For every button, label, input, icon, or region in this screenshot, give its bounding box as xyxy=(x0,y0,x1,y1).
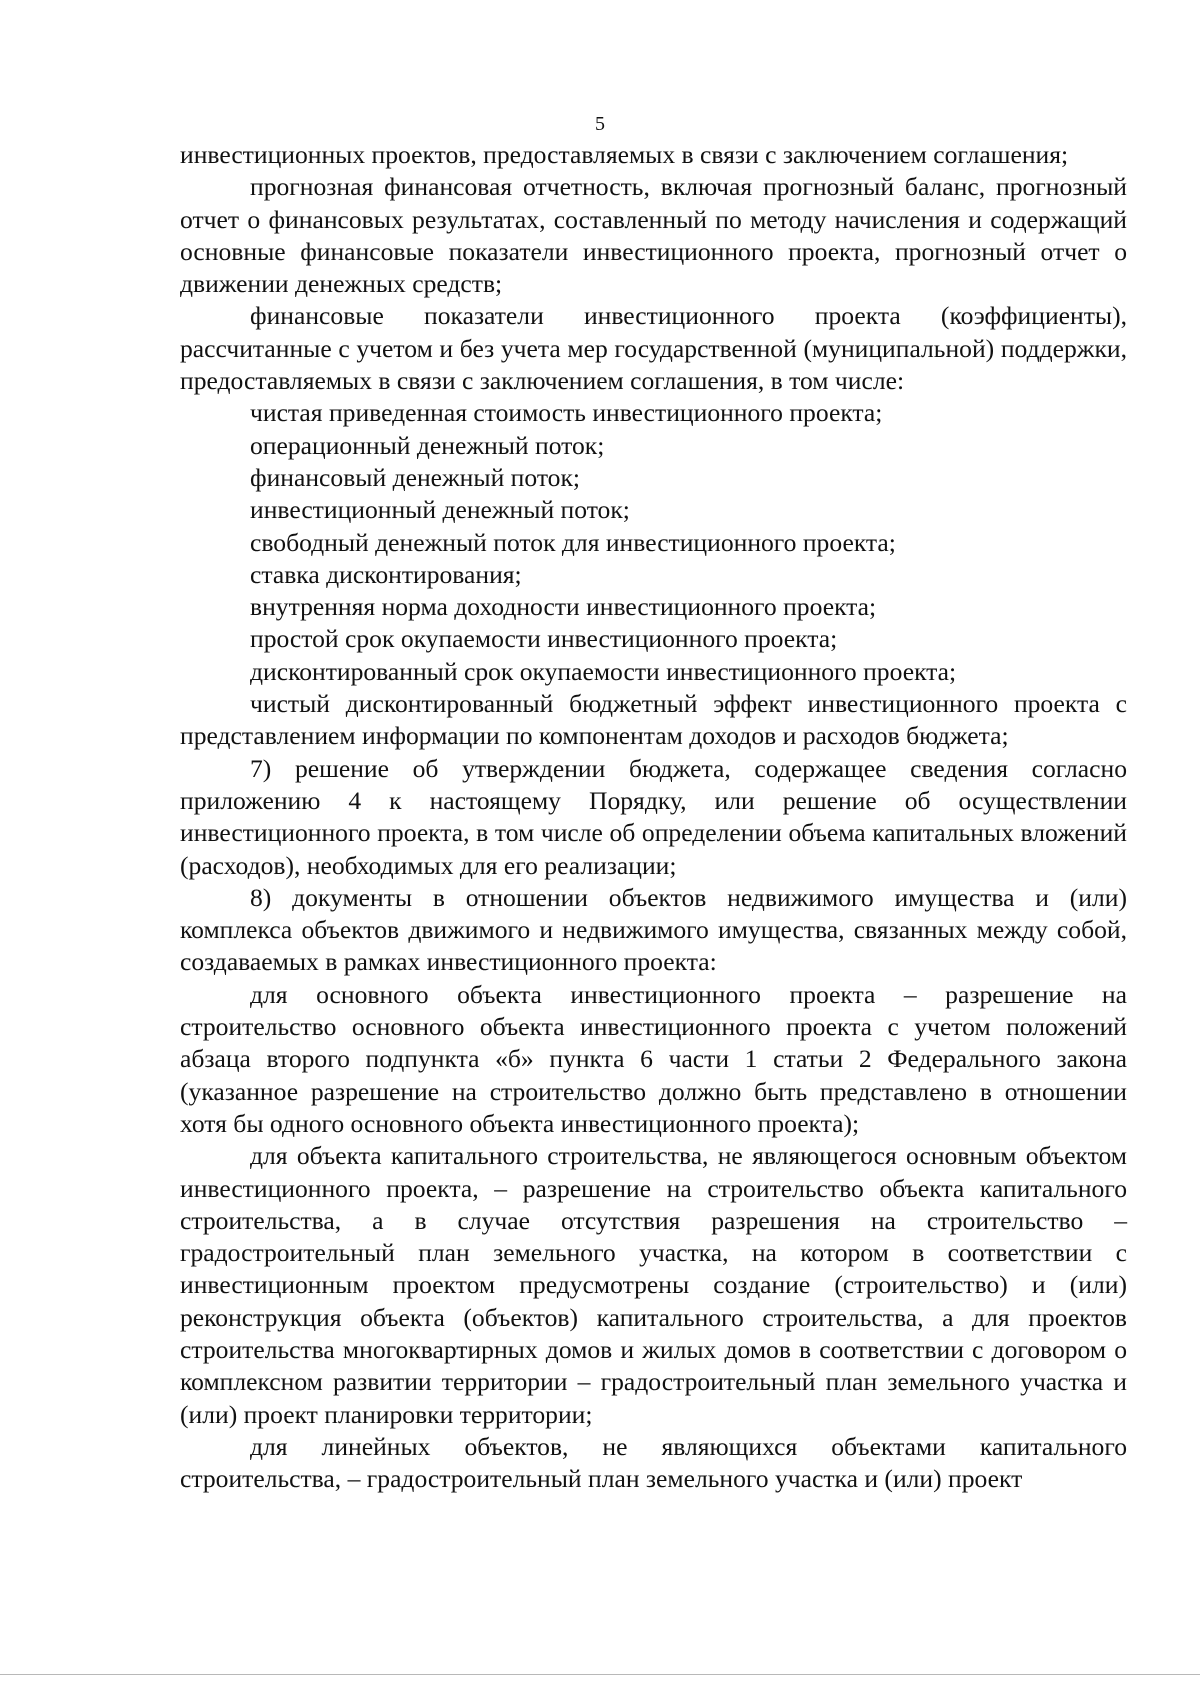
paragraph-forecast-reporting: прогнозная финансовая отчетность, включая прогнозный баланс, прогнозный отчет о финансовых результатах, составленный по методу начисления и содержащий основные финансовые показатели инвестиционного проекта, прогнозный отчет о движении денежных средств; xyxy=(180,172,1127,299)
list-item-discount-rate: ставка дисконтирования; xyxy=(250,559,522,589)
list-item-free-cash-flow: свободный денежный поток для инвестиционного проекта; xyxy=(250,527,896,557)
paragraph-item-8: 8) документы в отношении объектов недвижимого имущества и (или) комплекса объектов движимого и недвижимого имущества, связанных между собой, создаваемых в рамках инвестиционного проекта: xyxy=(180,882,1127,977)
page-number: 5 xyxy=(595,113,605,135)
paragraph-item-7: 7) решение об утверждении бюджета, содержащее сведения согласно приложению 4 к настоящему Порядку, или решение об осуществлении инвестиционного проекта, в том числе об определении объема капитальных вложений (расходов), необходимых для его реализации; xyxy=(180,753,1127,880)
list-item-financial-cash-flow: финансовый денежный поток; xyxy=(250,462,581,492)
list-item-budget-effect: чистый дисконтированный бюджетный эффект инвестиционного проекта с представлением информации по компонентам доходов и расходов бюджета; xyxy=(180,689,1127,751)
list-item-simple-payback: простой срок окупаемости инвестиционного проекта; xyxy=(250,624,838,654)
list-item-operating-cash-flow: операционный денежный поток; xyxy=(250,430,605,460)
list-item-irr: внутренняя норма доходности инвестиционного проекта; xyxy=(250,592,877,622)
paragraph-main-object: для основного объекта инвестиционного проекта – разрешение на строительство основного объекта инвестиционного проекта с учетом положений абзаца второго подпункта «б» пункта 6 части 1 статьи 2 Федерального закона (указанное разрешение на строительство должно быть представлено в отношении хотя бы одного основного объекта инвестиционного проекта); xyxy=(180,979,1127,1138)
page-bottom-divider xyxy=(0,1674,1200,1675)
paragraph-financial-indicators: финансовые показатели инвестиционного проекта (коэффициенты), рассчитанные с учетом и без учета мер государственной (муниципальной) поддержки, предоставляемых в связи с заключением соглашения, в том числе: xyxy=(180,301,1127,396)
paragraph-continuation: инвестиционных проектов, предоставляемых в связи с заключением соглашения; xyxy=(180,140,1069,169)
list-item-npv: чистая приведенная стоимость инвестиционного проекта; xyxy=(250,398,883,428)
list-item-discounted-payback: дисконтированный срок окупаемости инвестиционного проекта; xyxy=(250,656,957,686)
paragraph-linear-objects: для линейных объектов, не являющихся объектами капитального строительства, – градостроительный план земельного участка и (или) проект xyxy=(180,1431,1127,1494)
list-item-investment-cash-flow: инвестиционный денежный поток; xyxy=(250,495,630,525)
paragraph-capital-construction-object: для объекта капитального строительства, не являющегося основным объектом инвестиционного проекта, – разрешение на строительство объекта капитального строительства, а в случае отсутствия разрешения на строительство – градостроительный план земельного участка, на котором в соответствии с инвестиционным проектом предусмотрены создание (строительство) и (или) реконструкция объекта (объектов) капитального строительства, а для проектов строительства многоквартирных домов и жилых домов в соответствии с договором о комплексном развитии территории – градостроительный план земельного участка и (или) проект планировки территории; xyxy=(180,1141,1127,1429)
document-body xyxy=(180,139,1127,1495)
